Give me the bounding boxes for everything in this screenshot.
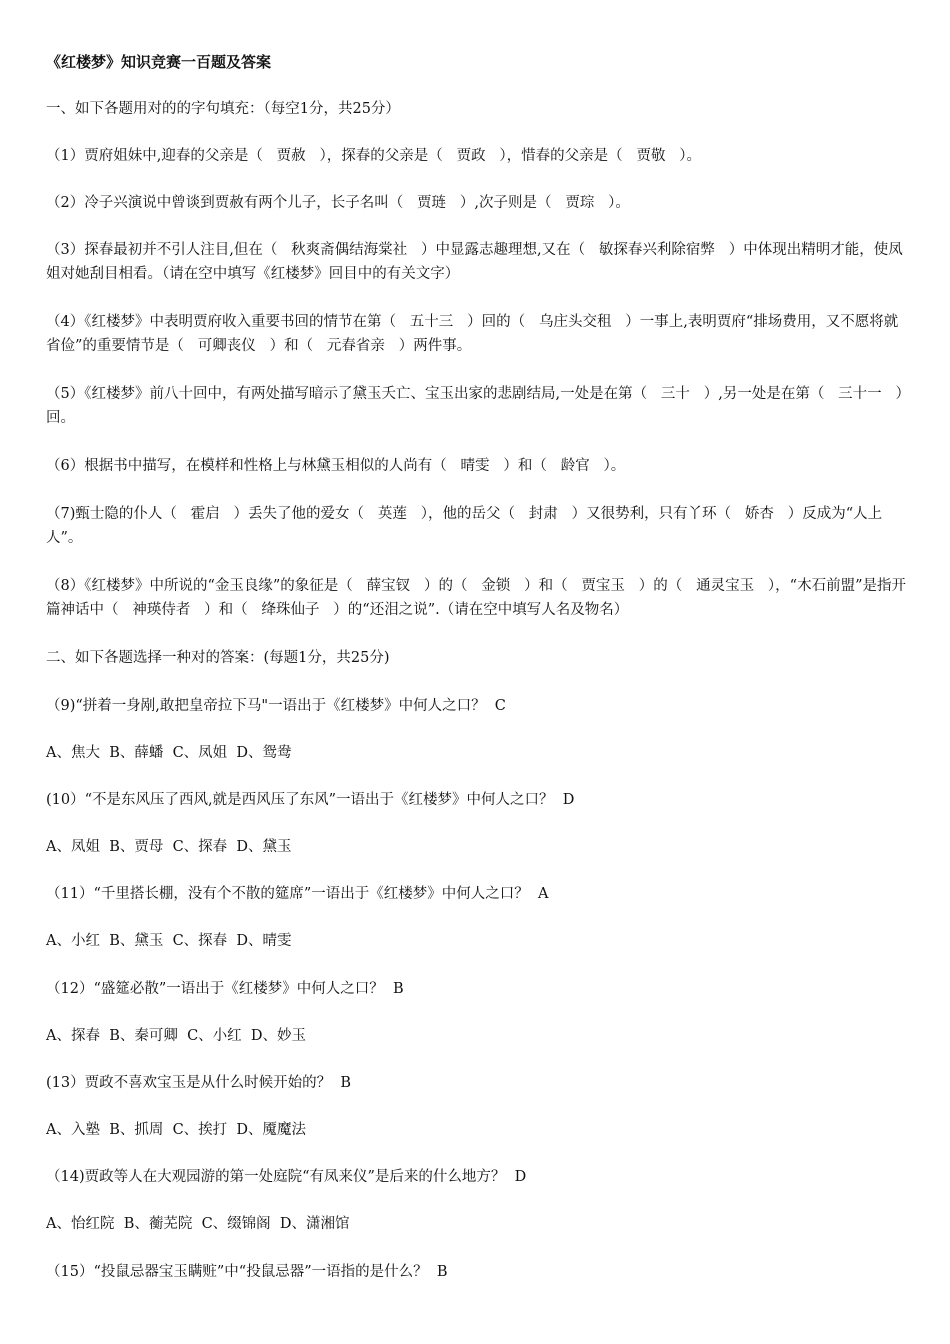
question-10-options: A、凤姐 B、贾母 C、探春 D、黛玉	[46, 839, 292, 855]
question-13-options: A、入塾 B、抓周 C、挨打 D、魇魔法	[46, 1122, 307, 1138]
question-3: （3）探春最初并不引人注目,但在（ 秋爽斋偶结海棠社 ）中显露志趣理想,又在（ 敏探春兴利除宿弊 ）中体现出精明才能，使凤姐对她刮目相看。（请在空中填写《红楼梦》回目中的有关文字）	[46, 242, 903, 282]
question-9: （9)“拼着一身剐,敢把皇帝拉下马"一语出于《红楼梦》中何人之口？ C	[46, 698, 506, 714]
question-12-options: A、探春 B、秦可卿 C、小红 D、妙玉	[46, 1028, 307, 1044]
question-10: (10）“不是东风压了西风,就是西风压了东风”一语出于《红楼梦》中何人之口？ D	[46, 792, 575, 808]
question-4: （4）《红楼梦》中表明贾府收入重要书回的情节在第（ 五十三 ）回的（ 乌庄头交租 ）一事上,表明贾府“排场费用，又不愿将就省俭”的重要情节是（ 可卿丧仪 ）和（ 元春省亲 ）两件事。	[46, 314, 899, 354]
question-6: （6）根据书中描写，在模样和性格上与林黛玉相似的人尚有（ 晴雯 ）和（ 龄官 ）。	[46, 458, 626, 474]
question-11: （11）“千里搭长棚，没有个不散的筵席”一语出于《红楼梦》中何人之口？ A	[46, 886, 549, 902]
question-12: （12）“盛筵必散”一语出于《红楼梦》中何人之口？ B	[46, 981, 404, 997]
question-14-options: A、怡红院 B、蘅芜院 C、缀锦阁 D、潇湘馆	[46, 1216, 350, 1232]
question-1: （1）贾府姐妹中,迎春的父亲是（ 贾赦 ），探春的父亲是（ 贾政 ），惜春的父亲是（ 贾敬 ）。	[46, 148, 702, 164]
question-7: （7)甄士隐的仆人（ 霍启 ）丢失了他的爱女（ 英莲 ），他的岳父（ 封肃 ）又很势利，只有丫环（ 娇杏 ）反成为“人上人”。	[46, 506, 883, 546]
question-11-options: A、小红 B、黛玉 C、探春 D、晴雯	[46, 933, 292, 949]
question-9-options: A、焦大 B、薛蟠 C、凤姐 D、鸳鸯	[46, 745, 292, 761]
section-1-heading: 一、如下各题用对的的字句填充：（每空1分，共25分）	[46, 101, 400, 117]
question-5: （5）《红楼梦》前八十回中，有两处描写暗示了黛玉夭亡、宝玉出家的悲剧结局,一处是在第（ 三十 ）,另一处是在第（ 三十一 ）回。	[46, 386, 903, 426]
question-14: （14)贾政等人在大观园游的第一处庭院“有凤来仪”是后来的什么地方？ D	[46, 1169, 527, 1185]
question-13: (13）贾政不喜欢宝玉是从什么时候开始的？ B	[46, 1075, 351, 1091]
question-8: （8）《红楼梦》中所说的“金玉良缘”的象征是（ 薛宝钗 ）的（ 金锁 ）和（ 贾宝玉 ）的（ 通灵宝玉 ），“木石前盟”是指开篇神话中（ 神瑛侍者 ）和（ 绛珠仙子 ）的“还泪之说”.（请在空中填写人名及物名）	[46, 578, 906, 618]
question-15: （15）“投鼠忌器宝玉瞒赃”中“投鼠忌器”一语指的是什么？ B	[46, 1264, 448, 1280]
section-2-heading: 二、如下各题选择一种对的答案：(每题1分，共25分)	[46, 650, 390, 666]
document-title: 《红楼梦》知识竞赛一百题及答案	[46, 53, 272, 71]
question-2: （2）冷子兴演说中曾谈到贾赦有两个儿子，长子名叫（ 贾琏 ）,次子则是（ 贾琮 ）。	[46, 195, 630, 211]
